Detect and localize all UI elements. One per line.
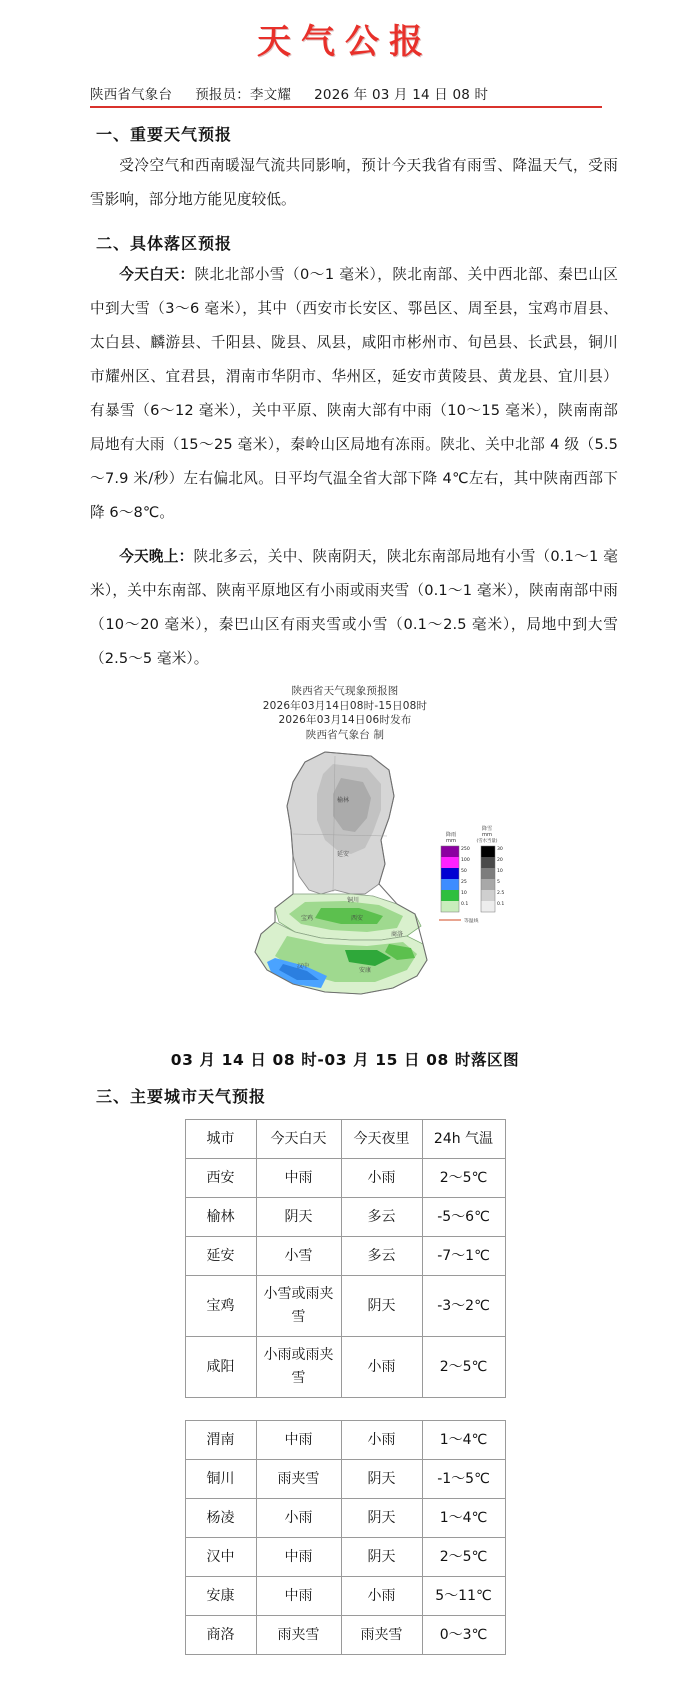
svg-text:25: 25: [461, 880, 467, 885]
map-province-shape: [287, 752, 394, 894]
byline: [90, 83, 602, 103]
svg-text:mm: mm: [481, 832, 493, 838]
byline-datetime: 2026 年 03 月 14 日 08 时: [314, 87, 489, 103]
column-header-temp: 24h 气温: [422, 1120, 505, 1159]
cell-day: 小雨: [256, 1499, 341, 1538]
svg-text:250: 250: [461, 847, 470, 852]
cell-temp: -3～2℃: [422, 1276, 505, 1337]
cell-temp: 2～5℃: [422, 1337, 505, 1398]
section-three-heading: 三、主要城市天气预报: [96, 1087, 267, 1106]
city-forecast-table-top-wrap: [0, 1119, 690, 1398]
cell-day: 阴天: [256, 1198, 341, 1237]
svg-text:0.1: 0.1: [497, 902, 505, 907]
svg-text:西安: 西安: [350, 915, 364, 922]
svg-text:等温线: 等温线: [464, 919, 479, 924]
table-row: [185, 1460, 505, 1499]
cell-temp: 5～11℃: [422, 1577, 505, 1616]
cell-city: 铜川: [185, 1460, 256, 1499]
map-header-line-1: 2026年03月14日08时-15日08时: [262, 699, 428, 712]
cell-temp: 2～5℃: [422, 1159, 505, 1198]
svg-text:宝鸡: 宝鸡: [300, 915, 314, 922]
section-one-body: 受冷空气和西南暖湿气流共同影响，预计今天我省有雨雪、降温天气，受雨雪影响，部分地方能见度较低。: [90, 157, 618, 208]
map-legend: [439, 824, 504, 924]
table-row: [185, 1421, 505, 1460]
cell-night: 多云: [341, 1198, 422, 1237]
table-header-row: [185, 1120, 505, 1159]
map-header-line-3: 陕西省气象台 制: [305, 728, 385, 741]
city-forecast-table-bottom: [185, 1420, 506, 1655]
cell-city: 汉中: [185, 1538, 256, 1577]
table-row: [185, 1337, 505, 1398]
cell-night: 小雨: [341, 1159, 422, 1198]
svg-text:安康: 安康: [358, 967, 372, 974]
cell-city: 咸阳: [185, 1337, 256, 1398]
cell-city: 榆林: [185, 1198, 256, 1237]
cell-city: 西安: [185, 1159, 256, 1198]
cell-day: 小雨或雨夹雪: [256, 1337, 341, 1398]
column-header-day: 今天白天: [256, 1120, 341, 1159]
page-title: 天气公报: [257, 22, 433, 62]
cell-day: 中雨: [256, 1577, 341, 1616]
cell-night: 小雨: [341, 1421, 422, 1460]
table-row: [185, 1499, 505, 1538]
cell-day: 小雪或雨夹雪: [256, 1276, 341, 1337]
svg-text:5: 5: [497, 880, 500, 885]
svg-text:汉中: 汉中: [296, 963, 310, 970]
svg-text:榆林: 榆林: [336, 797, 350, 804]
cell-night: 阴天: [341, 1460, 422, 1499]
svg-text:(雪水当量): (雪水当量): [476, 839, 498, 844]
svg-text:0.1: 0.1: [461, 902, 469, 907]
cell-day: 小雪: [256, 1237, 341, 1276]
shaanxi-precipitation-map: [175, 744, 515, 1044]
section-one-heading: 一、重要天气预报: [96, 125, 233, 144]
cell-day: 中雨: [256, 1421, 341, 1460]
cell-day: 雨夹雪: [256, 1616, 341, 1655]
cell-night: 雨夹雪: [341, 1616, 422, 1655]
map-caption: 03 月 14 日 08 时-03 月 15 日 08 时落区图: [170, 1051, 520, 1069]
cell-day: 中雨: [256, 1538, 341, 1577]
cell-city: 宝鸡: [185, 1276, 256, 1337]
cell-temp: 0～3℃: [422, 1616, 505, 1655]
svg-text:延安: 延安: [336, 851, 350, 858]
table-row: [185, 1577, 505, 1616]
cell-temp: -1～5℃: [422, 1460, 505, 1499]
daytime-forecast-paragraph: [90, 258, 618, 530]
cell-temp: 1～4℃: [422, 1499, 505, 1538]
column-header-city: 城市: [185, 1120, 256, 1159]
svg-text:10: 10: [461, 891, 467, 896]
table-row: [185, 1159, 505, 1198]
city-forecast-table-top: [185, 1119, 506, 1398]
map-header-line-2: 2026年03月14日06时发布: [278, 714, 412, 726]
svg-text:50: 50: [461, 869, 467, 874]
cell-night: 阴天: [341, 1538, 422, 1577]
table-row: [185, 1276, 505, 1337]
daytime-forecast-body: 陕北北部小雪（0～1 毫米），陕北南部、关中西北部、秦巴山区中到大雪（3～6 毫米），其中（西安市长安区、鄠邑区、周至县，宝鸡市眉县、太白县、麟游县、千阳县、陇县、凤县，咸阳市彬州市、旬邑县、长武县，铜川市耀州区、宜君县，渭南市华阴市、华州区，延安市黄陵县、黄龙县、宜川县）有暴雪（6～12 毫米），关中平原、陕南大部有中雨（10～15 毫米），陕南南部局地有大雨（15～25 毫米），秦岭山区局地有冻雨。陕北、关中北部 4 级（5.5～7.9 米/秒）左右偏北风。日平均气温全省大部下降 4℃左右，其中陕南西部下降 6～8℃。: [90, 266, 618, 521]
map-header-line-0: 陕西省天气现象预报图: [291, 685, 399, 697]
cell-night: 小雨: [341, 1337, 422, 1398]
table-row: [185, 1198, 505, 1237]
cell-night: 多云: [341, 1237, 422, 1276]
svg-text:mm: mm: [445, 838, 457, 844]
cell-city: 商洛: [185, 1616, 256, 1655]
cell-night: 阴天: [341, 1276, 422, 1337]
svg-text:降雪: 降雪: [481, 826, 493, 832]
cell-day: 中雨: [256, 1159, 341, 1198]
svg-text:20: 20: [497, 858, 503, 863]
svg-text:商洛: 商洛: [390, 931, 404, 938]
night-forecast-body: 陕北多云，关中、陕南阴天，陕北东南部局地有小雪（0.1～1 毫米），关中东南部、陕南平原地区有小雨或雨夹雪（0.1～1 毫米），陕南南部中雨（10～20 毫米），秦巴山区有雨夹雪或小雪（0.1～2.5 毫米），局地中到大雪（2.5～5 毫米）。: [90, 548, 618, 667]
cell-city: 延安: [185, 1237, 256, 1276]
cell-day: 雨夹雪: [256, 1460, 341, 1499]
table-row: [185, 1616, 505, 1655]
cell-city: 渭南: [185, 1421, 256, 1460]
cell-temp: 2～5℃: [422, 1538, 505, 1577]
cell-city: 杨凌: [185, 1499, 256, 1538]
svg-text:10: 10: [497, 869, 503, 874]
cell-temp: -5～6℃: [422, 1198, 505, 1237]
svg-text:100: 100: [461, 858, 470, 863]
byline-rule: [90, 83, 602, 108]
byline-office: 陕西省气象台: [90, 87, 173, 103]
cell-temp: -7～1℃: [422, 1237, 505, 1276]
daytime-forecast-label: 今天白天：: [119, 266, 195, 283]
svg-text:降雨: 降雨: [445, 832, 457, 838]
forecast-map-block: [0, 684, 690, 1070]
cell-temp: 1～4℃: [422, 1421, 505, 1460]
svg-text:铜川: 铜川: [346, 897, 360, 904]
night-forecast-label: 今天晚上：: [119, 548, 194, 565]
cell-night: 小雨: [341, 1577, 422, 1616]
night-forecast-paragraph: [90, 540, 618, 676]
svg-text:30: 30: [497, 847, 503, 852]
table-row: [185, 1538, 505, 1577]
section-two-heading: 二、具体落区预报: [96, 234, 233, 253]
byline-forecaster: 预报员：李文耀: [195, 87, 292, 103]
column-header-night: 今天夜里: [341, 1120, 422, 1159]
cell-night: 阴天: [341, 1499, 422, 1538]
table-row: [185, 1237, 505, 1276]
cell-city: 安康: [185, 1577, 256, 1616]
svg-text:2.5: 2.5: [497, 891, 505, 896]
city-forecast-table-bottom-wrap: [0, 1420, 690, 1655]
